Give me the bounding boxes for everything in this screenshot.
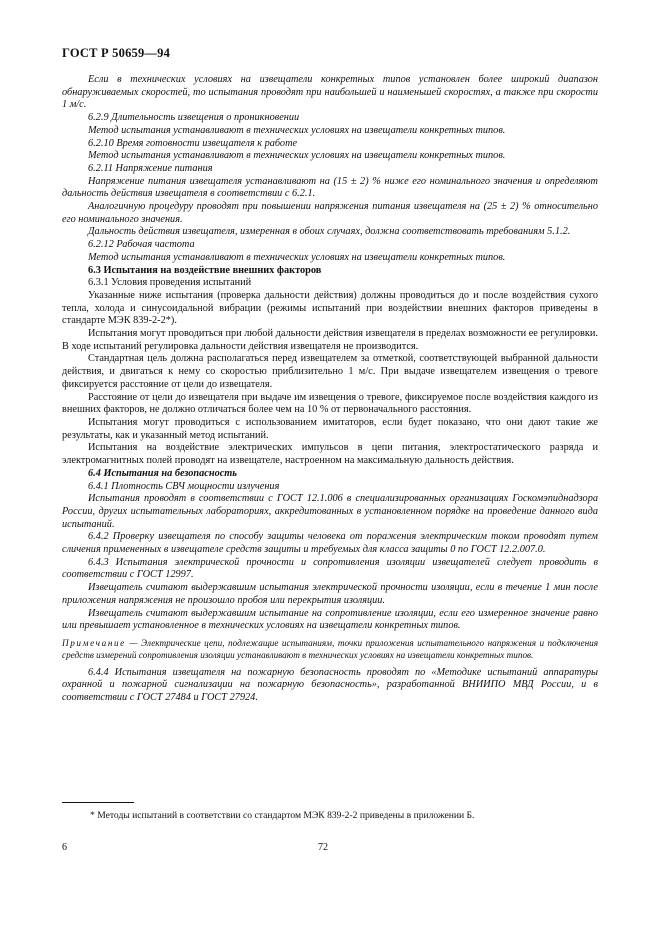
paragraph: Указанные ниже испытания (проверка дальности действия) должны проводиться до и после воздействия сухого тепла, холода и синусоидальной вибрации (режимы испытаний при воздействии внешних факторов приведены в стандарте МЭК 839-2-2*). (62, 289, 598, 327)
paragraph: 6.4 Испытания на безопасность (88, 467, 238, 479)
paragraph: Извещатель считают выдержавшим испытания электрической прочности изоляции, если в течение 1 мин после приложения напряжения не произошло пробоя или перекрытия изоляции. (62, 582, 598, 606)
paragraph: Дальность действия извещателя, измеренная в обоих случаях, должна соответствовать требованиям 5.1.2. (88, 226, 571, 238)
note-text: — Электрические цепи, подлежащие испытаниям, точки приложения испытательного напряжения и подключения средств измерений сопротивления изоляции устанавливают в технических условиях на извещатели конкретных типов. (62, 637, 598, 660)
paragraph: Испытания проводят в соответствии с ГОСТ 12.1.006 в специализированных организациях Госкомэпиднадзора России, других испытательных лабораториях, аккредитованных в установленном порядке на проведение данного вида испытаний. (62, 493, 598, 530)
page-number: 6 (62, 842, 67, 853)
paragraph: 6.4.1 Плотность СВЧ мощности излучения (88, 480, 280, 492)
paragraph: Если в технических условиях на извещатели конкретных типов установлен более широкий диапазон обнаруживаемых скоростей, то испытания проводят при наибольшей и наименьшей скоростях, а также при скорости 1 м/с. (62, 74, 598, 111)
footnote: * Методы испытаний в соответствии со стандартом МЭК 839-2-2 приведены в приложении Б. (90, 810, 475, 821)
sheet-number: 72 (318, 842, 328, 853)
paragraph: 6.3.1 Условия проведения испытаний (88, 277, 252, 289)
paragraph: Метод испытания устанавливают в технических условиях на извещатели конкретных типов. (88, 150, 506, 162)
paragraph: Расстояние от цели до извещателя при выдаче им извещения о тревоге, фиксируемое после воздействия каждого из внешних факторов, не должно отличаться более чем на 10 % от первоначального расстояния. (62, 391, 598, 416)
document-body (62, 74, 598, 705)
paragraph: Испытания могут проводиться при любой дальности действия извещателя в пределах возможности ее регулировки. В ходе испытаний регулировка дальности действия извещателя не производится. (62, 328, 598, 352)
paragraph: Метод испытания устанавливают в технических условиях на извещатели конкретных типов. (88, 124, 506, 136)
note-paragraph (62, 638, 598, 662)
paragraph: Испытания на воздействие электрических импульсов в цепи питания, электростатического разряда и электромагнитных полей проводят на извещателе, настроенном на максимальную дальность действия. (62, 442, 598, 467)
paragraph: 6.2.10 Время готовности извещателя к работе (88, 137, 298, 149)
paragraph: Напряжение питания извещателя устанавливают на (15 ± 2) % ниже его номинального значения и определяют дальность действия извещателя в соответствии с 6.2.1. (62, 175, 598, 200)
paragraph: Испытания могут проводиться с использованием имитаторов, если будет показано, что они дают такие же результаты, как и указанный метод испытаний. (62, 416, 598, 441)
paragraph: 6.4.3 Испытания электрической прочности и сопротивления изоляции извещателей следует проводить в соответствии с ГОСТ 12997. (62, 556, 598, 581)
paragraph: Извещатель считают выдержавшим испытание на сопротивление изоляции, если его измеренное значение равно или превышает установленное в технических условиях на извещатели конкретных типов. (62, 607, 598, 632)
note-lead: Примечание (62, 637, 126, 648)
paragraph: 6.2.9 Длительность извещения о проникновении (88, 112, 300, 124)
document-header: ГОСТ Р 50659—94 (62, 46, 171, 60)
paragraph-list (62, 74, 598, 633)
paragraph: Метод испытания устанавливают в технических условиях на извещатели конкретных типов. (88, 251, 506, 263)
paragraph: 6.3 Испытания на воздействие внешних факторов (88, 264, 322, 276)
final-paragraph: 6.4.4 Испытания извещателя на пожарную безопасность проводят по «Методике испытаний аппаратуры охранной и пожарной сигнализации на пожарную безопасность», разработанной ВНИИПО МВД России, и в соответствии с ГОСТ 27484 и ГОСТ 27924. (62, 666, 598, 703)
paragraph: Аналогичную процедуру проводят при повышении напряжения питания извещателя на (25 ± 2) % относительно его номинального значения. (62, 201, 598, 225)
footnote-divider (62, 802, 134, 803)
paragraph: Стандартная цель должна располагаться перед извещателем за отметкой, соответствующей выбранной дальности действия, и двигаться к нему со скоростью приблизительно 1 м/с. При выдаче извещателем извещения о тревоге фиксируется расстояние от цели до извещателя. (62, 353, 598, 390)
paragraph: 6.2.11 Напряжение питания (88, 162, 213, 174)
paragraph: 6.4.2 Проверку извещателя по способу защиты человека от поражения электрическим током проводят путем сличения примененных в извещателе средств защиты и требуемых для класса защиты 0 по ГОСТ 12.2.007.0. (62, 531, 598, 556)
paragraph: 6.2.12 Рабочая частота (88, 239, 195, 251)
